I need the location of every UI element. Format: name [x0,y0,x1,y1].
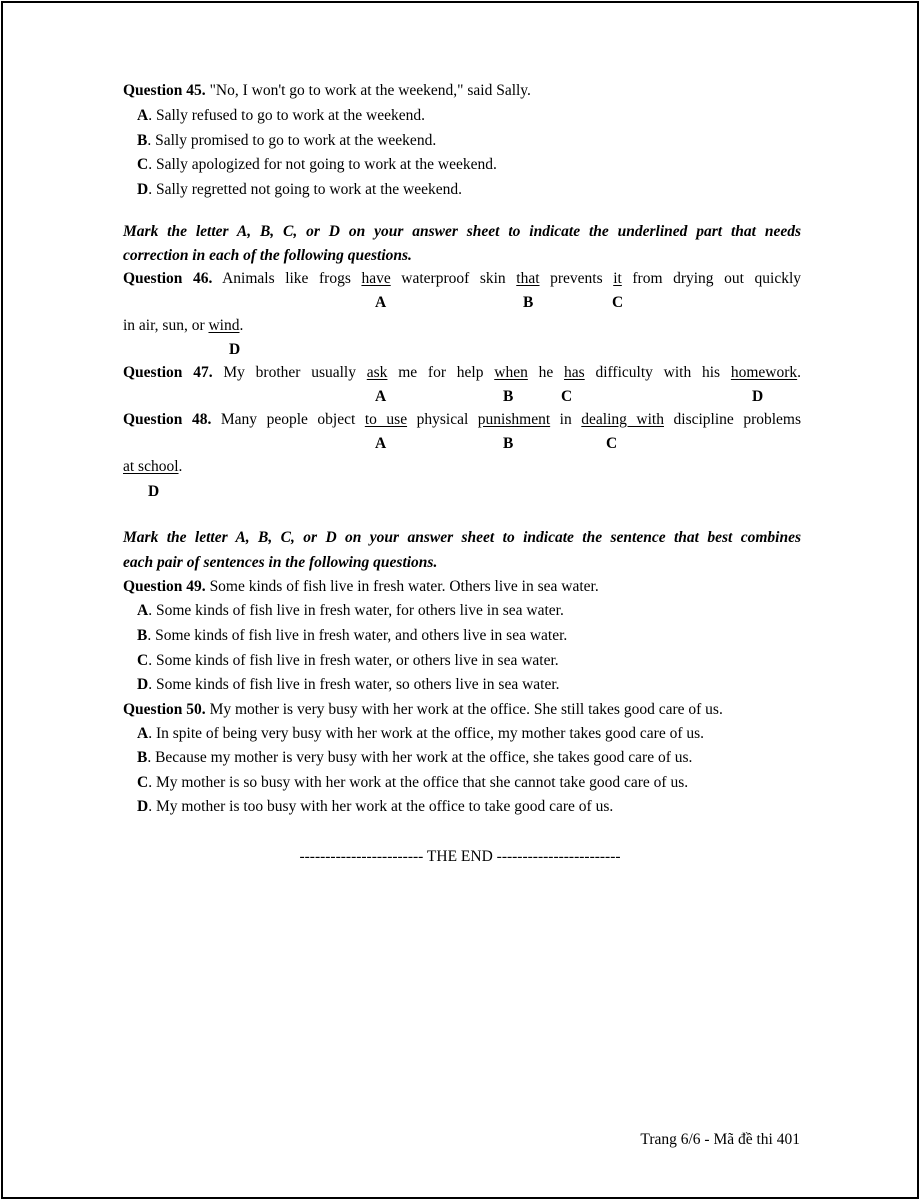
underlined-part-a: to use [364,411,408,428]
section-instruction: each pair of sentences in the following questions. [123,554,438,571]
underlined-part-d: at school [123,458,179,475]
label-c: C [606,435,618,452]
label-c: C [561,388,573,405]
the-end-marker: ------------------------ THE END ------------------------ [299,848,621,865]
underlined-part-c: it [613,270,622,287]
underlined-part-b: when [494,364,528,381]
label-a: A [375,388,387,405]
question-47-stem: Question 47. My brother usually ask me for help when he has difficulty with his homework. [123,364,802,381]
option-d: D. My mother is too busy with her work at the office to take good care of us. [137,798,614,815]
option-c: C. My mother is so busy with her work at the office that she cannot take good care of us. [137,774,689,791]
question-46-continued: in air, sun, or wind. [123,317,244,334]
question-46-stem: Question 46. Animals like frogs have waterproof skin that prevents it from drying out quickly [123,270,802,287]
underlined-part-b: that [516,270,540,287]
underlined-part-b: punishment [477,411,551,428]
option-a: A. Some kinds of fish live in fresh water, for others live in sea water. [137,602,564,619]
underlined-part-d: homework [730,364,798,381]
option-c: C. Some kinds of fish live in fresh water, or others live in sea water. [137,652,559,669]
underlined-part-a: have [361,270,391,287]
label-d: D [229,341,241,358]
underlined-part-d: wind [208,317,240,334]
option-a: A. In spite of being very busy with her work at the office, my mother takes good care of us. [137,725,705,742]
label-b: B [503,388,514,405]
page-footer: Trang 6/6 - Mã đề thi 401 [640,1131,800,1148]
option-b: B. Because my mother is very busy with her work at the office, she takes good care of us. [137,749,693,766]
question-50-stem: Question 50. My mother is very busy with her work at the office. She still takes good care of us. [123,701,723,718]
label-a: A [375,435,387,452]
question-48-stem: Question 48. Many people object to use physical punishment in dealing with discipline problems [123,411,801,428]
label-d: D [752,388,764,405]
underlined-part-a: ask [366,364,388,381]
question-number: Question 45. [123,82,206,99]
question-48-continued: at school. [123,458,183,475]
label-a: A [375,294,387,311]
label-b: B [523,294,534,311]
option-d: D. Sally regretted not going to work at the weekend. [137,181,462,198]
section-instruction: correction in each of the following questions. [123,247,412,264]
option-c: C. Sally apologized for not going to work at the weekend. [137,156,497,173]
underlined-part-c: dealing with [581,411,664,428]
label-d: D [148,483,160,500]
question-45-stem: Question 45. "No, I won't go to work at the weekend," said Sally. [123,82,531,99]
question-49-stem: Question 49. Some kinds of fish live in fresh water. Others live in sea water. [123,578,599,595]
underlined-part-c: has [564,364,585,381]
section-instruction: Mark the letter A, B, C, or D on your answer sheet to indicate the sentence that best combines [123,529,801,546]
section-instruction: Mark the letter A, B, C, or D on your answer sheet to indicate the underlined part that needs [123,223,801,240]
option-b: B. Sally promised to go to work at the weekend. [137,132,437,149]
option-a: A. Sally refused to go to work at the weekend. [137,107,425,124]
option-b: B. Some kinds of fish live in fresh water, and others live in sea water. [137,627,568,644]
option-d: D. Some kinds of fish live in fresh water, so others live in sea water. [137,676,560,693]
label-c: C [612,294,624,311]
label-b: B [503,435,514,452]
